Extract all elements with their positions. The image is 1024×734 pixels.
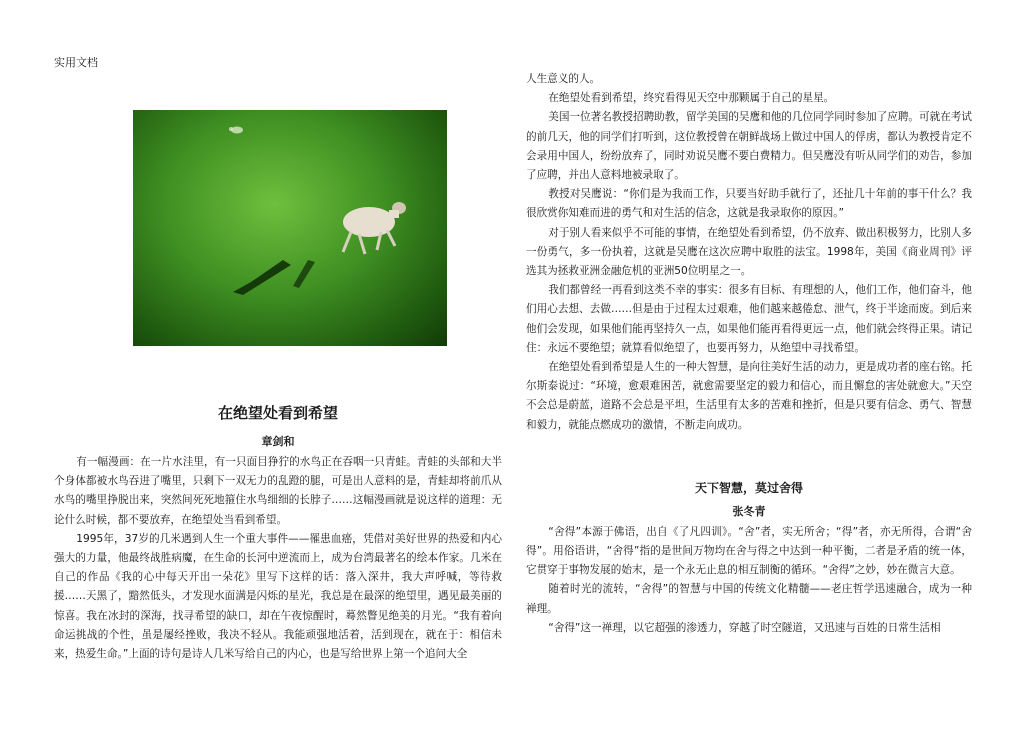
article-paragraph: “舍得”这一禅理，以它超强的渗透力，穿越了时空隧道，又迅速与百姓的日常生活相 [548, 621, 941, 634]
article-paragraph: 人生意义的人。 [526, 73, 601, 85]
article-paragraph: “舍得”本源于佛语，出自《了凡四训》。“舍”者，实无所舍；“得”者，亦无所得，合谓“舍得”。用俗语讲，“舍得”指的是世间万物均在舍与得之中达到一种平衡，二者是矛盾的统一体，它贯穿于事物发展的始末，是一个永无止息的相互制衡的循环。“舍得”之妙，妙在微言大意。 [526, 525, 972, 577]
article-paragraph: 随着时光的流转，“舍得”的智慧与中国的传统文化精髓——老庄哲学迅速融合，成为一种禅理。 [526, 583, 972, 615]
right-column [526, 70, 972, 638]
article-paragraph: 我们都曾经一再看到这类不幸的事实：很多有目标、有理想的人，他们工作，他们奋斗，他们用心去想、去做……但是由于过程太过艰难，他们越来越倦怠、泄气，终于半途而废。到后来他们会发现，如果他们能再坚持久一点，如果他们能再看得更远一点，他们就会终得正果。请记住：永远不要绝望；就算看似绝望了，也要再努力，从绝望中寻找希望。 [526, 284, 972, 354]
article-paragraph: 1995年，37岁的几米遇到人生一个重大事件——罹患血癌，凭借对美好世界的热爱和内心强大的力量，他最终战胜病魔，在生命的长河中逆流而上，成为台湾最著名的绘本作家。几米在自己的作品《我的心中每天开出一朵花》里写下这样的话：落入深井，我大声呼喊，等待救援……天黑了，黯然低头，才发现水面满是闪烁的星光，我总是在最深的绝望里，遇见最美丽的惊喜。我在冰封的深海，找寻希望的缺口，却在午夜惊醒时，蓦然瞥见绝美的月光。“我有着向命运挑战的个性，虽是屡经挫败，我决不轻从。我能顽强地活着，活到现在，就在于：相信未来，热爱生命。”上面的诗句是诗人几米写给自己的内心，也是写给世界上第一个追问大全 [54, 532, 502, 661]
article-title: 在绝望处看到希望 [217, 404, 338, 422]
article-paragraph: 在绝望处看到希望是人生的一种大智慧，是向往美好生活的动力，更是成功者的座右铭。托尔斯泰说过：“环境，愈艰难困苦，就愈需要坚定的毅力和信心，而且懈怠的害处就愈大。”天空不会总是蔚蓝，道路不会总是平坦，生活里有太多的苦难和挫折，但是只要有信念、勇气、智慧和毅力，就能点燃成功的激情，不断走向成功。 [526, 361, 972, 431]
sheep-illustration-icon [133, 110, 447, 346]
article-paragraph: 在绝望处看到希望，终究看得见天空中那颗属于自己的星星。 [548, 92, 835, 105]
article-author: 张冬青 [732, 504, 766, 518]
article-paragraph: 对于别人看来似乎不可能的事情，在绝望处看到希望，仍不放弃、做出积极努力，比别人多一份勇气，多一份执着，这就是吴鹰在这次应聘中取胜的法宝。1998年，美国《商业周刊》评选其为拯救亚洲金融危机的亚洲50位明星之一。 [526, 226, 972, 278]
sheep-photo [133, 110, 447, 346]
article-author: 章剑和 [261, 435, 295, 448]
page-header-label: 实用文档 [54, 56, 98, 69]
article-paragraph: 教授对吴鹰说：“你们是为我而工作，只要当好助手就行了，还扯几十年前的事干什么？我很欣赏你知难而进的勇气和对生活的信念，这就是我录取你的原因。” [526, 188, 972, 220]
article-paragraph: 有一幅漫画：在一片水洼里，有一只面目狰狞的水鸟正在吞咽一只青蛙。青蛙的头部和大半个身体都被水鸟吞进了嘴里，只剩下一双无力的乱蹬的腿，可是出人意料的是，青蛙却将前爪从水鸟的嘴里挣脱出来，突然间死死地箍住水鸟细细的长脖子……这幅漫画就是说这样的道理：无论什么时候，都不要放弃，在绝望处当看到希望。 [54, 456, 502, 526]
left-column [54, 110, 502, 664]
article-title: 天下智慧，莫过舍得 [694, 480, 803, 495]
article-paragraph: 美国一位著名教授招聘助教，留学美国的吴鹰和他的几位同学同时参加了应聘。可就在考试的前几天，他的同学们打听到，这位教授曾在朝鲜战场上做过中国人的俘虏，都认为教授肯定不会录用中国人，纷纷放弃了，同时劝说吴鹰不要白费精力。但吴鹰没有听从同学们的劝告，参加了应聘，并出人意料地被录取了。 [526, 111, 972, 182]
